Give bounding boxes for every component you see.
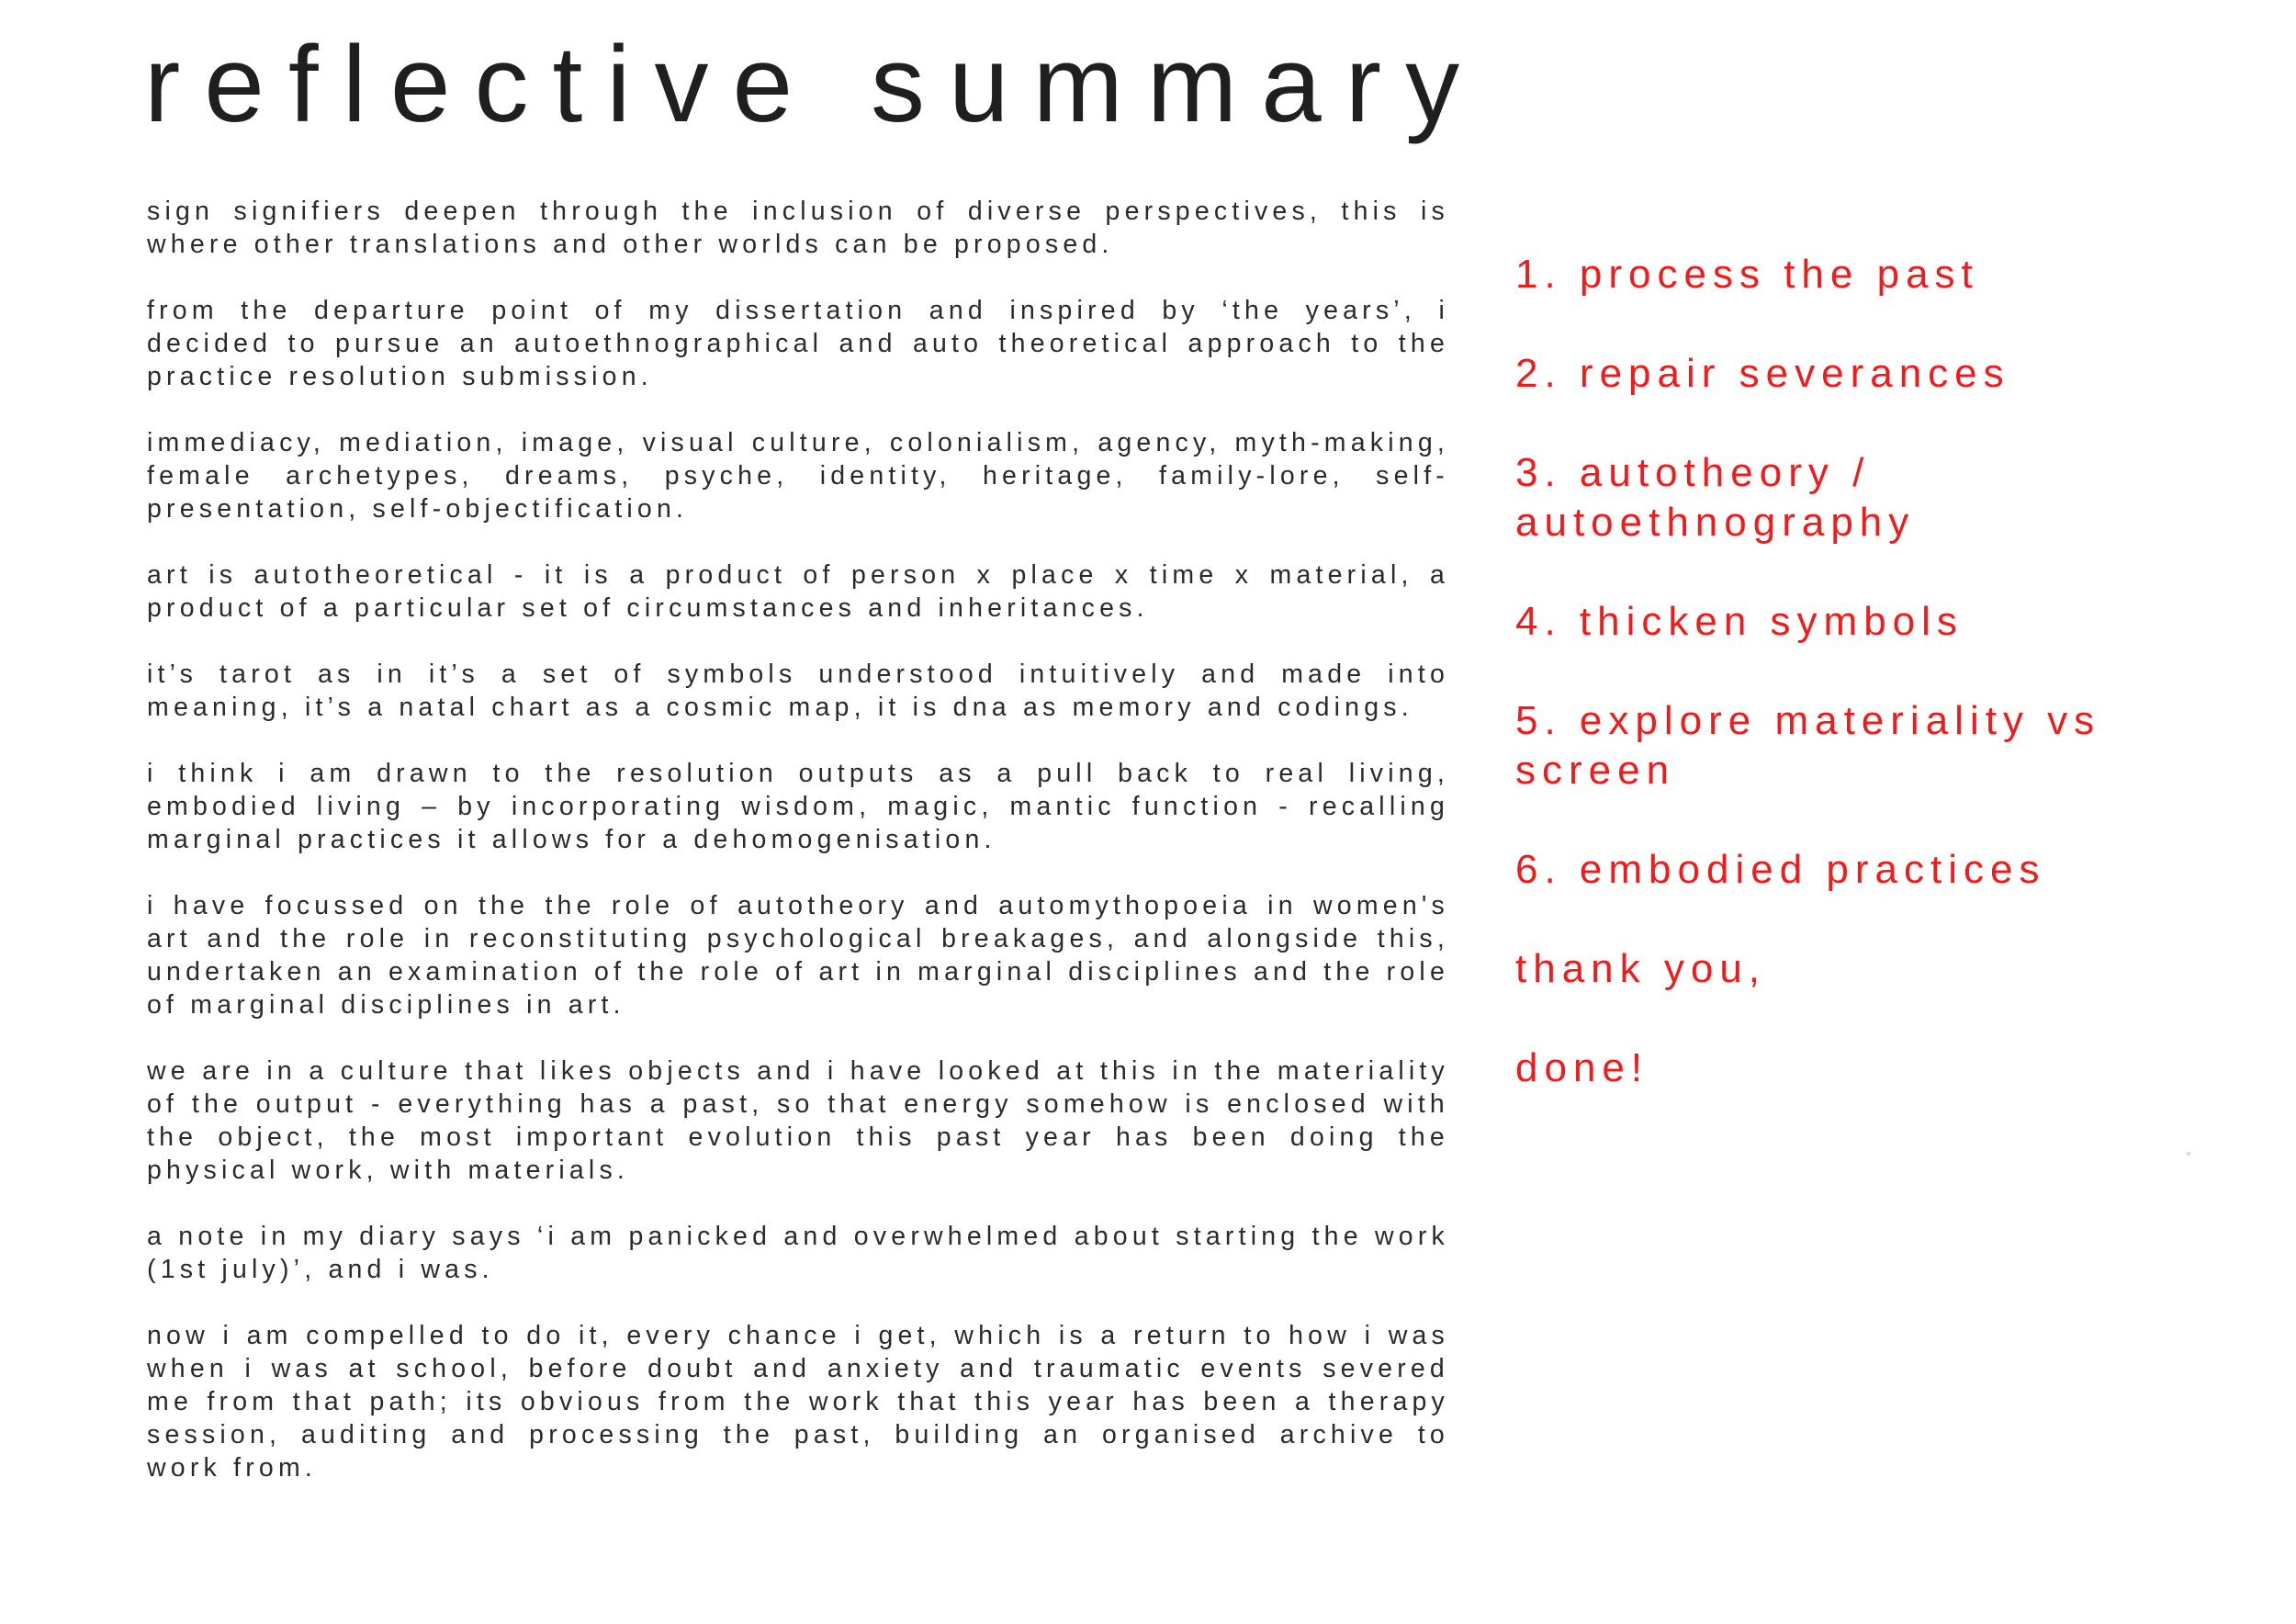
list-item-autotheory: 3. autotheory / autoethnography <box>1515 450 1916 545</box>
paragraph-tarot: it’s tarot as in it’s a set of symbols understood intuitively and made into meaning, it’s a natal chart as a cosmic map, it is dna as memory and codings. <box>147 660 1449 722</box>
list-item-materiality: 5. explore materiality vs screen <box>1515 698 2101 793</box>
list-item-embodied-practices: 6. embodied practices <box>1515 847 2046 892</box>
paragraph-focus: i have focussed on the the role of autotheory and automythopoeia in women's art and the role in reconstituting psychological breakages, and alongside this, undertaken an examination of the role of art in marginal disciplines and the role of marginal disciplines in art. <box>147 891 1449 1020</box>
list-item-repair-severances: 2. repair severances <box>1515 351 2010 396</box>
paragraph-objects: we are in a culture that likes objects and i have looked at this in the materiality of the output - everything has a past, so that energy somehow is enclosed with the object, the most important evolution this past year has been doing the physical work, with materials. <box>147 1056 1449 1185</box>
closing-thank-you: thank you, <box>1515 946 1767 991</box>
paragraph-diary-note: a note in my diary says ‘i am panicked and overwhelmed about starting the work (1st july)’, and i was. <box>147 1222 1449 1284</box>
paragraph-resolution-outputs: i think i am drawn to the resolution outputs as a pull back to real living, embodied living – by incorporating wisdom, magic, mantic function - recalling marginal practices it allows for a dehomogenisation. <box>147 759 1449 854</box>
reflection-body <box>147 195 1449 1517</box>
paragraph-art-autotheoretical: art is autotheoretical - it is a product of person x place x time x material, a product of a particular set of circumstances and inheritances. <box>147 560 1449 623</box>
list-item-thicken-symbols: 4. thicken symbols <box>1515 599 1964 644</box>
summary-list <box>1515 250 2268 1143</box>
paragraph-compelled: now i am compelled to do it, every chance i get, which is a return to how i was when i was at school, before doubt and anxiety and traumatic events severed me from that path; its obvious from the work that this year has been a therapy session, auditing and processing the past, building an organised archive to work from. <box>147 1321 1449 1483</box>
list-item-process-past: 1. process the past <box>1515 252 1979 297</box>
paragraph-keywords: immediacy, mediation, image, visual culture, colonialism, agency, myth-making, female archetypes, dreams, psyche, identity, heritage, family-lore, self-presentation, self-objectification. <box>147 428 1449 524</box>
paragraph-departure-point: from the departure point of my dissertation and inspired by ‘the years’, i decided to pursue an autoethnographical and auto theoretical approach to the practice resolution submission. <box>147 296 1449 391</box>
paragraph-signifiers: sign signifiers deepen through the inclusion of diverse perspectives, this is where other translations and other worlds can be proposed. <box>147 197 1449 259</box>
decorative-speck <box>2187 1152 2190 1156</box>
closing-done: done! <box>1515 1045 1649 1090</box>
page-title: reflective summary <box>144 24 1484 145</box>
